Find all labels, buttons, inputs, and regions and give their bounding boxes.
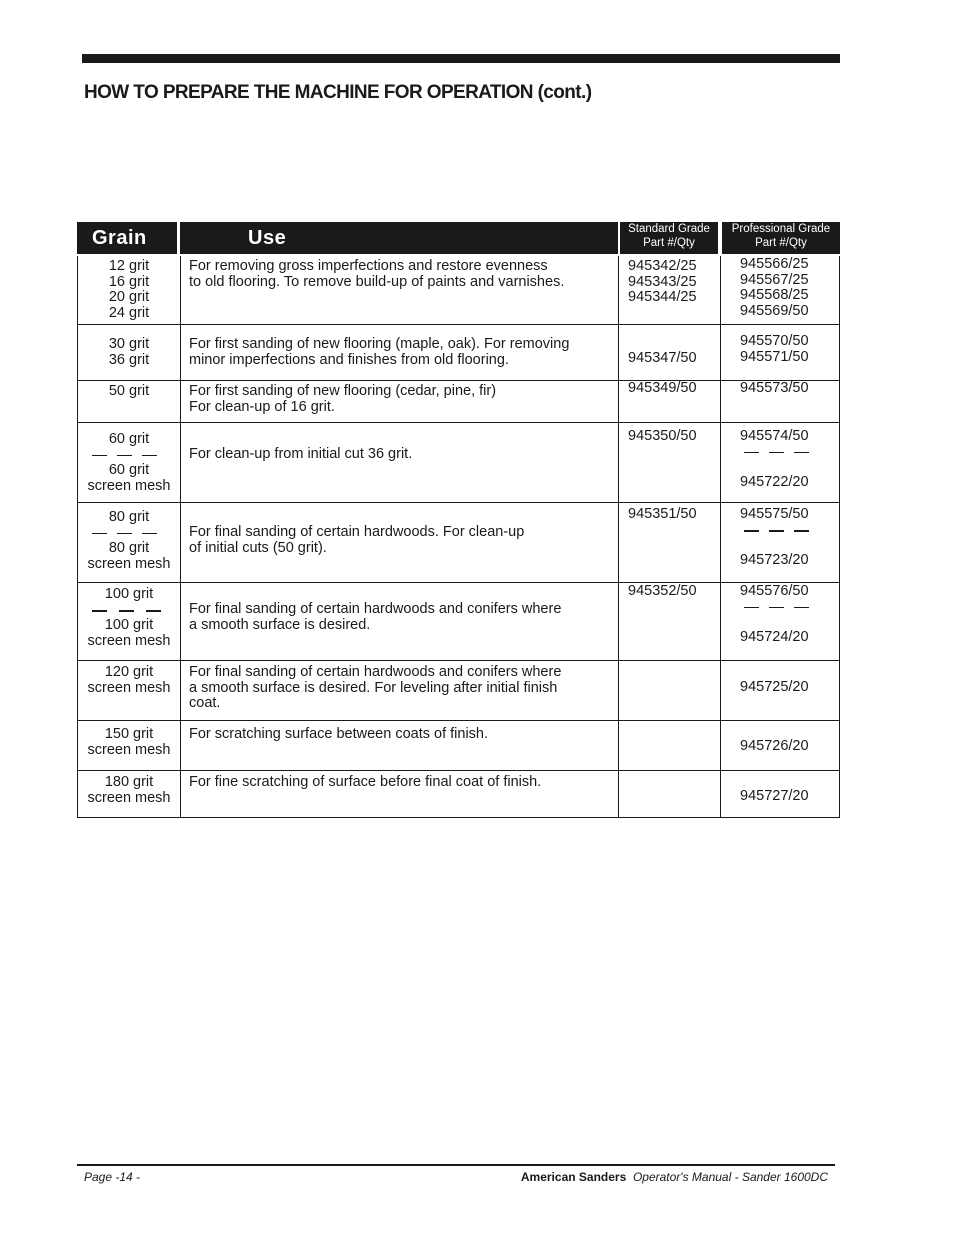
- grain-line: screen mesh: [87, 477, 171, 494]
- grain-line: 180 grit: [104, 774, 154, 790]
- grain-cell: [77, 771, 180, 818]
- use-line: to old flooring. To remove build-up of paints and varnishes.: [189, 273, 565, 290]
- grain-cell: [77, 503, 180, 583]
- table-row: [77, 661, 840, 721]
- grain-cell: [77, 721, 180, 771]
- standard-part-cell: [618, 325, 720, 381]
- standard-part-cell: [618, 721, 720, 771]
- use-cell: [180, 771, 618, 818]
- header-professional-line2: Part #/Qty: [755, 237, 807, 249]
- part-number: 945342/25: [628, 258, 697, 274]
- professional-part-cell: [720, 325, 840, 381]
- table-row: [77, 423, 840, 503]
- table-row: [77, 583, 840, 661]
- header-grain: Grain: [77, 222, 177, 254]
- grain-line: 36 grit: [108, 351, 150, 368]
- grain-line: 50 grit: [108, 383, 150, 399]
- use-cell: [180, 721, 618, 771]
- use-line: For final sanding of certain hardwoods. For clean-up: [189, 524, 525, 540]
- grain-line: 80 grit: [108, 509, 150, 525]
- use-line: For final sanding of certain hardwoods and conifers where: [189, 601, 562, 617]
- footer-manual: Operator's Manual - Sander 1600DC: [632, 1170, 828, 1184]
- grain-line: 20 grit: [108, 289, 150, 305]
- part-number: 945571/50: [740, 348, 809, 365]
- footer-rule: [77, 1164, 835, 1166]
- use-cell: [180, 381, 618, 423]
- part-number: 945567/25: [740, 271, 809, 288]
- part-number: 945722/20: [740, 474, 809, 490]
- grain-line: 30 grit: [108, 336, 150, 352]
- grain-line: 120 grit: [104, 664, 154, 680]
- use-line: For scratching surface between coats of finish.: [189, 726, 489, 742]
- use-line: a smooth surface is desired. For leveling after initial finish: [189, 679, 558, 696]
- separator-dashes: [78, 526, 180, 542]
- use-cell: [180, 503, 618, 583]
- grain-line: 24 grit: [108, 304, 150, 321]
- separator-dashes: [740, 600, 839, 616]
- part-number: 945725/20: [740, 679, 809, 695]
- grain-cell: [77, 661, 180, 721]
- separator-dashes: [78, 448, 180, 464]
- use-line: For clean-up from initial cut 36 grit.: [189, 446, 413, 462]
- part-number: 945727/20: [740, 788, 809, 804]
- separator-dashes: [78, 603, 180, 619]
- table-row: [77, 256, 840, 325]
- part-number: 945350/50: [628, 428, 697, 444]
- grain-line: 100 grit: [104, 617, 154, 633]
- grain-line: 16 grit: [108, 273, 150, 290]
- table-row: [77, 325, 840, 381]
- table-row: [77, 381, 840, 423]
- grain-line: screen mesh: [87, 679, 171, 696]
- part-number: 945574/50: [740, 428, 809, 444]
- professional-part-cell: [720, 583, 840, 661]
- part-number: 945724/20: [740, 629, 809, 645]
- grain-cell: [77, 381, 180, 423]
- grain-line: 12 grit: [108, 258, 150, 274]
- part-number: 945573/50: [740, 380, 809, 396]
- part-number: 945576/50: [740, 583, 809, 599]
- standard-part-cell: [618, 771, 720, 818]
- grain-line: screen mesh: [87, 555, 171, 572]
- grain-line: 80 grit: [108, 540, 150, 556]
- part-number: 945575/50: [740, 506, 809, 522]
- professional-part-cell: [720, 423, 840, 503]
- part-number: 945726/20: [740, 738, 809, 754]
- table-row: [77, 771, 840, 818]
- part-number: 945349/50: [628, 380, 697, 396]
- use-cell: [180, 256, 618, 325]
- use-line: minor imperfections and finishes from old flooring.: [189, 351, 509, 368]
- standard-part-cell: [618, 583, 720, 661]
- grain-line: screen mesh: [87, 789, 171, 806]
- header-standard-line2: Part #/Qty: [643, 237, 695, 249]
- grain-line: 60 grit: [108, 431, 150, 447]
- use-line: For first sanding of new flooring (maple, oak). For removing: [189, 336, 570, 352]
- separator-dashes: [740, 445, 839, 461]
- part-number: 945566/25: [740, 256, 809, 272]
- use-line: For clean-up of 16 grit.: [189, 398, 335, 415]
- professional-part-cell: [720, 503, 840, 583]
- standard-part-cell: [618, 381, 720, 423]
- professional-part-cell: [720, 661, 840, 721]
- grain-cell: [77, 423, 180, 503]
- table-row: [77, 503, 840, 583]
- footer-brand: American Sanders: [520, 1170, 627, 1184]
- use-line: coat.: [189, 695, 221, 711]
- header-use: Use: [180, 222, 618, 254]
- separator-dashes: [740, 523, 839, 539]
- use-cell: [180, 583, 618, 661]
- grain-line: 150 grit: [104, 726, 154, 742]
- use-line: For removing gross imperfections and restore evenness: [189, 258, 548, 274]
- professional-part-cell: [720, 256, 840, 325]
- use-cell: [180, 423, 618, 503]
- use-cell: [180, 661, 618, 721]
- part-number: 945347/50: [628, 350, 697, 366]
- professional-part-cell: [720, 381, 840, 423]
- header-standard-line1: Standard Grade: [628, 223, 710, 235]
- standard-part-cell: [618, 423, 720, 503]
- professional-part-cell: [720, 771, 840, 818]
- use-line: a smooth surface is desired.: [189, 616, 371, 633]
- grain-cell: [77, 583, 180, 661]
- grain-cell: [77, 256, 180, 325]
- grain-line: screen mesh: [87, 741, 171, 758]
- part-number: 945569/50: [740, 302, 809, 319]
- standard-part-cell: [618, 503, 720, 583]
- use-line: For fine scratching of surface before final coat of finish.: [189, 774, 542, 790]
- header-standard-grade: [620, 222, 718, 254]
- footer-manual-info: [521, 1170, 828, 1184]
- page-number: Page -14 -: [84, 1170, 141, 1184]
- standard-part-cell: [618, 256, 720, 325]
- use-line: of initial cuts (50 grit).: [189, 539, 327, 556]
- grain-line: 100 grit: [104, 586, 154, 602]
- standard-part-cell: [618, 661, 720, 721]
- grain-line: screen mesh: [87, 632, 171, 649]
- page-title: HOW TO PREPARE THE MACHINE FOR OPERATION (cont.): [84, 82, 592, 103]
- table-row: [77, 721, 840, 771]
- use-line: For final sanding of certain hardwoods and conifers where: [189, 664, 562, 680]
- part-number: 945344/25: [628, 289, 697, 305]
- grain-cell: [77, 325, 180, 381]
- header-professional-line1: Professional Grade: [731, 223, 831, 235]
- part-number: 945568/25: [740, 287, 809, 303]
- header-professional-grade: [722, 222, 840, 254]
- top-rule: [82, 54, 840, 63]
- part-number: 945570/50: [740, 333, 809, 349]
- use-cell: [180, 325, 618, 381]
- professional-part-cell: [720, 721, 840, 771]
- part-number: 945351/50: [628, 506, 697, 522]
- part-number: 945723/20: [740, 552, 809, 568]
- part-number: 945352/50: [628, 583, 697, 599]
- grain-line: 60 grit: [108, 462, 150, 478]
- use-line: For first sanding of new flooring (cedar, pine, fir): [189, 383, 497, 399]
- part-number: 945343/25: [628, 273, 697, 290]
